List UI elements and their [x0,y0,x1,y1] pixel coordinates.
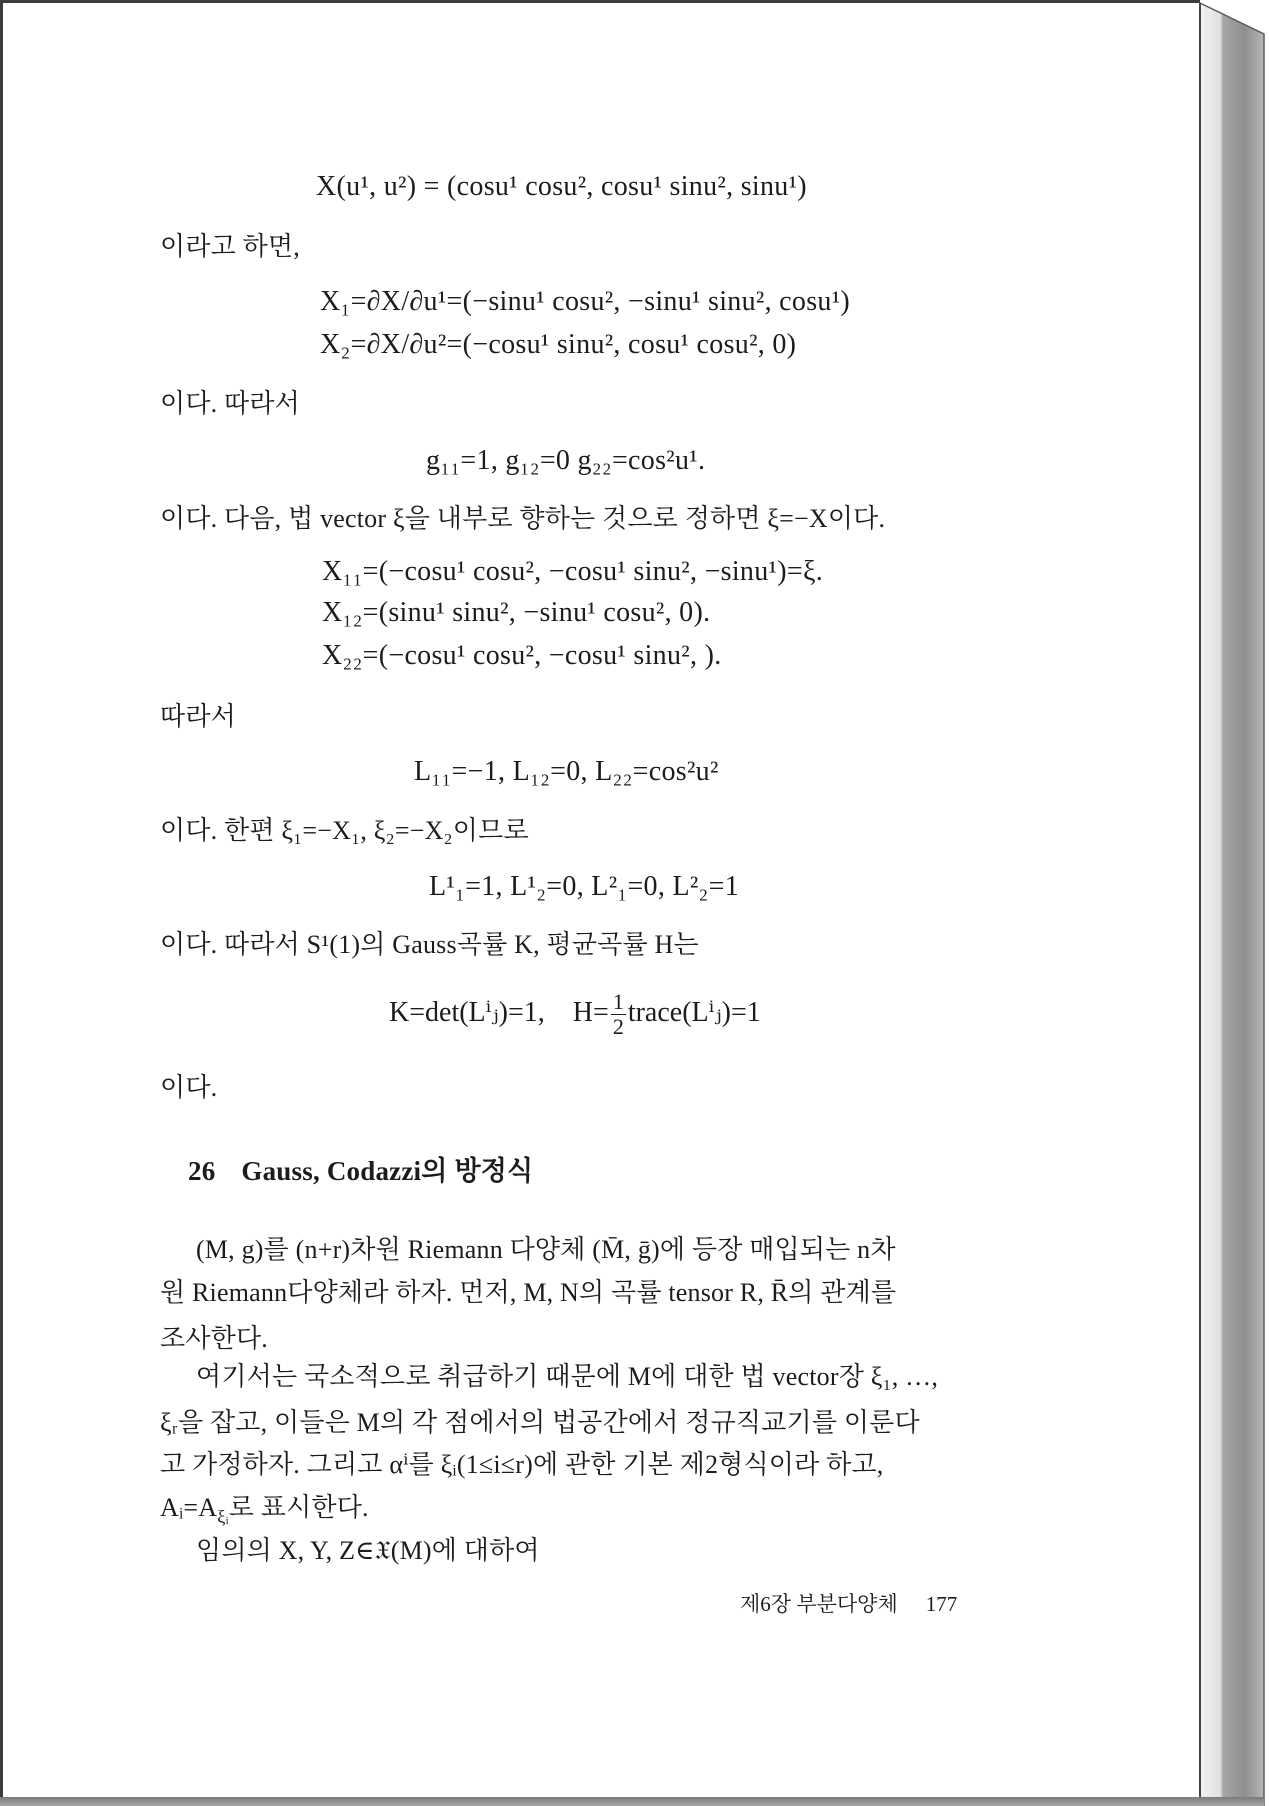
paragraph-line: 여기서는 국소적으로 취급하기 때문에 M에 대한 법 vector장 ξ₁, …, [196,1362,939,1391]
paragraph-line: (M, g)를 (n+r)차원 Riemann 다양체 (M̄, ḡ)에 등장 매입되는 n차 [196,1235,896,1264]
fraction-one-half [611,990,626,1039]
page-stack-shadow [1200,3,1264,1806]
shape-operator-subscript: ξᵢ [217,1506,229,1527]
formula-x2-derivative: X₂=∂X/∂u²=(−cosu¹ sinu², cosu¹ cosu², 0) [320,329,797,360]
text-line: 이다. 다음, 법 vector ξ을 내부로 향하는 것으로 정하면 ξ=−X이다. [160,504,886,533]
section-title: Gauss, Codazzi의 방정식 [241,1156,534,1186]
running-head: 제6장 부분다양체 [740,1592,898,1616]
section-heading [188,1153,533,1189]
shape-operator-def: Aᵢ=A [160,1493,218,1522]
mean-curvature-rhs: trace(Lⁱⱼ)=1 [627,997,761,1028]
formula-x1-derivative: X₁=∂X/∂u¹=(−sinu¹ cosu², −sinu¹ sinu², cosu¹) [320,286,851,317]
fraction-numerator: 1 [612,989,624,1015]
mean-curvature-lhs: H= [572,997,609,1028]
formula-x12-second-derivative: X₁₂=(sinu¹ sinu², −sinu¹ cosu², 0). [322,597,711,628]
fraction-denominator: 2 [612,1014,624,1040]
page-number: 177 [925,1592,958,1616]
paragraph-line: 원 Riemann다양체라 하자. 먼저, M, N의 곡률 tensor R, R̄의 관계를 [160,1278,897,1307]
text-line: 이다. [160,1073,218,1102]
formula-shape-operator-components: L¹₁=1, L¹₂=0, L²₁=0, L²₂=1 [429,871,740,902]
page-footer [740,1586,957,1622]
paragraph-line: 고 가정하자. 그리고 αⁱ를 ξᵢ(1≤i≤r)에 관한 기본 제2형식이라 하고, [160,1450,884,1479]
paragraph-line: ξᵣ을 잡고, 이들은 M의 각 점에서의 법공간에서 정규직교기를 이룬다 [160,1408,920,1437]
formula-gauss-mean-curvature [389,987,761,1039]
paragraph-line: 조사한다. [160,1324,268,1353]
paragraph-line: 임의의 X, Y, Z∈𝔛(M)에 대하여 [196,1536,540,1565]
text-line: 이다. 따라서 [160,389,300,418]
gauss-curvature-expr: K=det(Lⁱⱼ)=1, [389,997,545,1028]
text-line: 이다. 따라서 S¹(1)의 Gauss곡률 K, 평균곡률 H는 [160,930,699,959]
text-line: 이라고 하면, [160,232,300,261]
text-line: 따라서 [160,702,236,731]
formula-x22-second-derivative: X₂₂=(−cosu¹ cosu², −cosu¹ sinu², ). [322,640,722,671]
text-line: 이다. 한편 ξ₁=−X₁, ξ₂=−X₂이므로 [160,816,529,845]
paragraph-line [160,1490,369,1526]
formula-metric-components: g₁₁=1, g₁₂=0 g₂₂=cos²u¹. [426,445,706,476]
page-bottom-border [0,1797,1264,1806]
formula-x11-second-derivative: X₁₁=(−cosu¹ cosu², −cosu¹ sinu², −sinu¹)=ξ. [322,556,824,587]
formula-second-fundamental-form: L₁₁=−1, L₁₂=0, L₂₂=cos²u² [414,756,719,787]
formula-x-parametrization: X(u¹, u²) = (cosu¹ cosu², cosu¹ sinu², sinu¹) [316,171,807,202]
section-number: 26 [188,1156,216,1186]
shape-operator-tail: 로 표시한다. [228,1493,369,1522]
